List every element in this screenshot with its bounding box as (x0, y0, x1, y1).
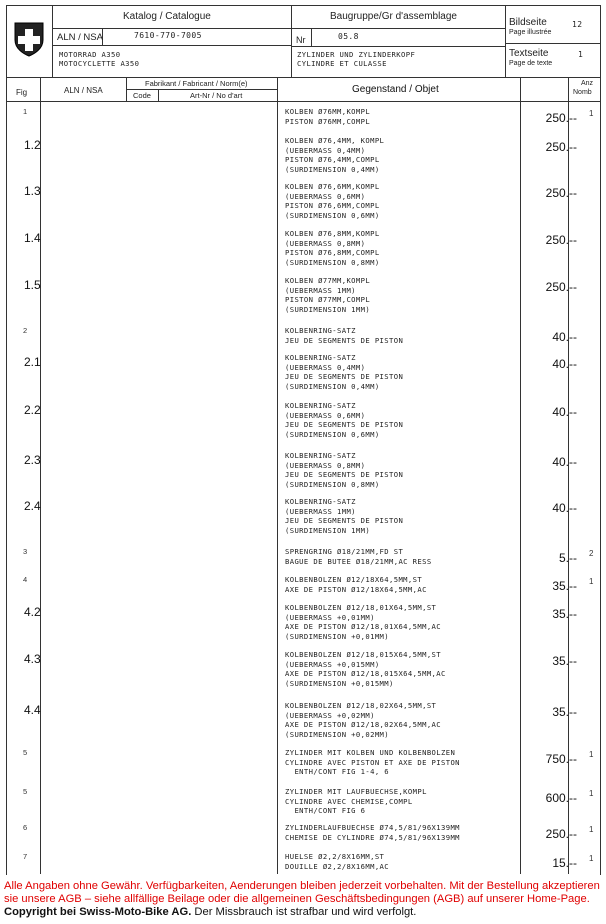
description-line: (UEBERMASS 0,6MM) (285, 410, 366, 420)
textseite-value: 1 (578, 50, 584, 59)
description-line: AXE DE PISTON Ø12/18,02X64,5MM,AC (285, 720, 441, 730)
row-price: 35.-- (552, 607, 577, 621)
description-line: (UEBERMASS +0,015MM) (285, 659, 380, 669)
row-price: 5.-- (559, 551, 577, 565)
description-line: (SURDIMENSION 0,6MM) (285, 210, 380, 220)
col-gegenstand-label: Gegenstand / Objet (352, 84, 439, 95)
col-aln-divider (126, 77, 127, 101)
row-fig-number: 7 (23, 852, 28, 861)
description-line: AXE DE PISTON Ø12/18,01X64,5MM,AC (285, 622, 441, 632)
row-fig-variant: 1.5 (24, 278, 41, 292)
description-line: AXE DE PISTON Ø12/18X64,5MM,AC (285, 584, 427, 594)
row-fig-number: 2 (23, 326, 28, 335)
description-line: ZYLINDERLAUFBUECHSE Ø74,5/81/96X139MM (285, 823, 460, 832)
description-line: JEU DE SEGMENTS DE PISTON (285, 516, 404, 526)
description-line: DOUILLE Ø2,2/8X16MM,AC (285, 861, 389, 871)
description-line: KOLBENRING-SATZ (285, 326, 356, 335)
row-fig-variant: 2.1 (24, 355, 41, 369)
description-line: KOLBEN Ø76,8MM,KOMPL (285, 229, 380, 238)
row-price: 40.-- (552, 455, 577, 469)
row-description (285, 182, 515, 220)
description-line: (SURDIMENSION 0,4MM) (285, 164, 380, 174)
model-line-1: MOTORRAD A350 (59, 50, 121, 59)
row-fig-number: 1 (23, 107, 28, 116)
right-border (600, 5, 601, 875)
description-line: (UEBERMASS 1MM) (285, 506, 356, 516)
description-line: PISTON Ø76,4MM,COMPL (285, 155, 380, 165)
description-line: (SURDIMENSION +0,01MM) (285, 631, 389, 641)
row-description (285, 823, 515, 842)
row-price: 750.-- (545, 752, 577, 766)
col-code-label: Code (133, 91, 151, 100)
aln-label: ALN / NSA (57, 32, 103, 43)
description-line: (UEBERMASS 0,8MM) (285, 238, 366, 248)
row-fig-number: 4 (23, 575, 28, 584)
description-line: (UEBERMASS 0,4MM) (285, 145, 366, 155)
row-description (285, 787, 515, 816)
catalog-label: Katalog / Catalogue (123, 11, 211, 22)
page-illustree-label: Page illustrée (509, 29, 552, 36)
header-top-border (6, 5, 601, 6)
description-line: BAGUE DE BUTEE Ø18/21MM,AC RESS (285, 556, 432, 566)
description-line: (SURDIMENSION 1MM) (285, 304, 371, 314)
bildseite-label: Bildseite (509, 17, 547, 28)
row-quantity: 2 (589, 549, 594, 558)
description-line: ENTH/CONT FIG 1-4, 6 (285, 767, 389, 777)
aln-line (52, 45, 291, 46)
row-description (285, 229, 515, 267)
row-fig-variant: 2.4 (24, 499, 41, 513)
row-fig-number: 6 (23, 823, 28, 832)
row-quantity: 1 (589, 577, 594, 586)
description-line: (SURDIMENSION 0,8MM) (285, 479, 380, 489)
description-line: (UEBERMASS +0,01MM) (285, 612, 375, 622)
col-fabrikant-label: Fabrikant / Fabricant / Norm(e) (145, 79, 248, 88)
description-line: KOLBENBOLZEN Ø12/18,02X64,5MM,ST (285, 701, 437, 710)
description-line: KOLBENRING-SATZ (285, 451, 356, 460)
description-line: SPRENGRING Ø18/21MM,FD ST (285, 547, 404, 556)
row-price: 15.-- (552, 856, 577, 870)
row-description (285, 748, 515, 777)
row-description (285, 107, 515, 126)
description-line: KOLBENRING-SATZ (285, 353, 356, 362)
description-line: CYLINDRE AVEC PISTON ET AXE DE PISTON (285, 757, 460, 767)
row-price: 40.-- (552, 501, 577, 515)
description-line: KOLBEN Ø76,6MM,KOMPL (285, 182, 380, 191)
row-quantity: 1 (589, 854, 594, 863)
description-line: (SURDIMENSION 0,6MM) (285, 429, 380, 439)
nr-label: Nr (296, 35, 306, 45)
row-price: 600.-- (545, 791, 577, 805)
column-header-bottom (6, 101, 601, 102)
row-fig-number: 5 (23, 787, 28, 796)
group-divider (505, 5, 506, 77)
description-line: (SURDIMENSION +0,02MM) (285, 729, 389, 739)
col-fig-label: Fig (16, 88, 28, 97)
description-line: PISTON Ø76,6MM,COMPL (285, 201, 380, 211)
row-description (285, 575, 515, 594)
description-line: PISTON Ø76MM,COMPL (285, 116, 371, 126)
row-fig-variant: 4.3 (24, 652, 41, 666)
description-line: JEU DE SEGMENTS DE PISTON (285, 372, 404, 382)
description-line: (UEBERMASS 1MM) (285, 285, 356, 295)
header-bottom-border (6, 77, 601, 78)
row-quantity: 1 (589, 789, 594, 798)
row-price: 40.-- (552, 330, 577, 344)
misuse-text: Der Missbrauch ist strafbar und wird verfolgt. (194, 906, 417, 918)
description-line: (UEBERMASS 0,4MM) (285, 362, 366, 372)
row-price: 250.-- (545, 280, 577, 294)
row-description (285, 650, 515, 688)
disclaimer-text: Alle Angaben ohne Gewähr. Verfügbarkeiten, Aenderungen bleiben jederzeit vorbehalten. Mit der Bestellung akzeptieren sie unsere AGB – siehe allfällige Beilage oder die allgemeinen Geschäftsbedingungen (AGB) auf unserer Home-Page. (4, 880, 600, 905)
nr-line (291, 46, 505, 47)
description-line: KOLBEN Ø77MM,KOMPL (285, 276, 371, 285)
col-anz-label: Anz (581, 80, 594, 87)
page-texte-label: Page de texte (509, 60, 553, 67)
description-line: KOLBEN Ø76MM,KOMPL (285, 107, 371, 116)
row-price: 35.-- (552, 579, 577, 593)
col-nomb-label: Nomb (573, 89, 592, 96)
col-aln-label: ALN / NSA (64, 86, 103, 95)
row-description (285, 701, 515, 739)
description-line: AXE DE PISTON Ø12/18,015X64,5MM,AC (285, 669, 446, 679)
description-line: (SURDIMENSION 0,4MM) (285, 381, 380, 391)
row-price: 250.-- (545, 111, 577, 125)
row-fig-variant: 2.2 (24, 403, 41, 417)
row-price: 250.-- (545, 233, 577, 247)
row-description (285, 497, 515, 535)
description-line: CYLINDRE AVEC CHEMISE,COMPL (285, 796, 413, 806)
row-fig-variant: 1.2 (24, 138, 41, 152)
bildseite-value: 12 (572, 20, 583, 29)
description-line: KOLBENRING-SATZ (285, 497, 356, 506)
nr-divider (311, 28, 312, 46)
description-line: KOLBENBOLZEN Ø12/18,01X64,5MM,ST (285, 603, 437, 612)
description-line: (SURDIMENSION 0,8MM) (285, 257, 380, 267)
description-line: (UEBERMASS +0,02MM) (285, 710, 375, 720)
description-line: ZYLINDER MIT KOLBEN UND KOLBENBOLZEN (285, 748, 456, 757)
col-artnr-label: Art-Nr / No d'art (190, 91, 243, 100)
row-fig-variant: 1.4 (24, 231, 41, 245)
textseite-label: Textseite (509, 48, 549, 59)
row-price: 35.-- (552, 705, 577, 719)
row-description (285, 136, 515, 174)
description-line: (SURDIMENSION +0,015MM) (285, 678, 394, 688)
group-label: Baugruppe/Gr d'assemblage (330, 11, 457, 22)
left-border (6, 5, 7, 875)
row-fig-number: 5 (23, 748, 28, 757)
model-line-2: MOTOCYCLETTE A350 (59, 59, 140, 68)
row-description (285, 547, 515, 566)
row-price: 40.-- (552, 405, 577, 419)
aln-value: 7610-770-7005 (134, 31, 202, 40)
row-fig-variant: 1.3 (24, 184, 41, 198)
row-description (285, 326, 515, 345)
group-line-1: ZYLINDER UND ZYLINDERKOPF (297, 50, 416, 59)
description-line: ENTH/CONT FIG 6 (285, 806, 366, 816)
description-line: PISTON Ø76,8MM,COMPL (285, 248, 380, 258)
row-fig-variant: 4.4 (24, 703, 41, 717)
description-line: KOLBENBOLZEN Ø12/18X64,5MM,ST (285, 575, 423, 584)
description-line: KOLBENRING-SATZ (285, 401, 356, 410)
description-line: KOLBENBOLZEN Ø12/18,015X64,5MM,ST (285, 650, 441, 659)
description-line: JEU DE SEGMENTS DE PISTON (285, 420, 404, 430)
description-line: PISTON Ø77MM,COMPL (285, 295, 371, 305)
row-price: 250.-- (545, 827, 577, 841)
row-price: 250.-- (545, 140, 577, 154)
fabrikant-line (126, 89, 277, 90)
row-description (285, 276, 515, 314)
swiss-emblem (12, 20, 46, 63)
row-quantity: 1 (589, 109, 594, 118)
row-fig-variant: 4.2 (24, 605, 41, 619)
description-line: (UEBERMASS 0,6MM) (285, 191, 366, 201)
row-price: 250.-- (545, 186, 577, 200)
description-line: CHEMISE DE CYLINDRE Ø74,5/81/96X139MM (285, 832, 460, 842)
row-description (285, 603, 515, 641)
catalog-divider (291, 5, 292, 77)
row-fig-variant: 2.3 (24, 453, 41, 467)
row-description (285, 451, 515, 489)
description-line: HUELSE Ø2,2/8X16MM,ST (285, 852, 385, 861)
description-line: KOLBEN Ø76,4MM, KOMPL (285, 136, 385, 145)
copyright-text: Copyright bei Swiss-Moto-Bike AG. (4, 906, 192, 918)
row-description (285, 401, 515, 439)
description-line: (UEBERMASS 0,8MM) (285, 460, 366, 470)
row-quantity: 1 (589, 825, 594, 834)
row-fig-number: 3 (23, 547, 28, 556)
description-line: JEU DE SEGMENTS DE PISTON (285, 470, 404, 480)
header-mid-line (52, 28, 505, 29)
group-line-2: CYLINDRE ET CULASSE (297, 59, 387, 68)
bildseite-line (505, 43, 600, 44)
description-line: JEU DE SEGMENTS DE PISTON (285, 335, 404, 345)
row-quantity: 1 (589, 750, 594, 759)
col-artnr-divider (277, 77, 278, 874)
logo-divider (52, 5, 53, 77)
row-price: 35.-- (552, 654, 577, 668)
row-price: 40.-- (552, 357, 577, 371)
footer-notice (4, 880, 604, 919)
col-code-divider (158, 89, 159, 101)
description-line: ZYLINDER MIT LAUFBUECHSE,KOMPL (285, 787, 427, 796)
row-description (285, 353, 515, 391)
description-line: (SURDIMENSION 1MM) (285, 525, 371, 535)
row-description (285, 852, 515, 871)
nr-value: 05.8 (338, 32, 359, 41)
